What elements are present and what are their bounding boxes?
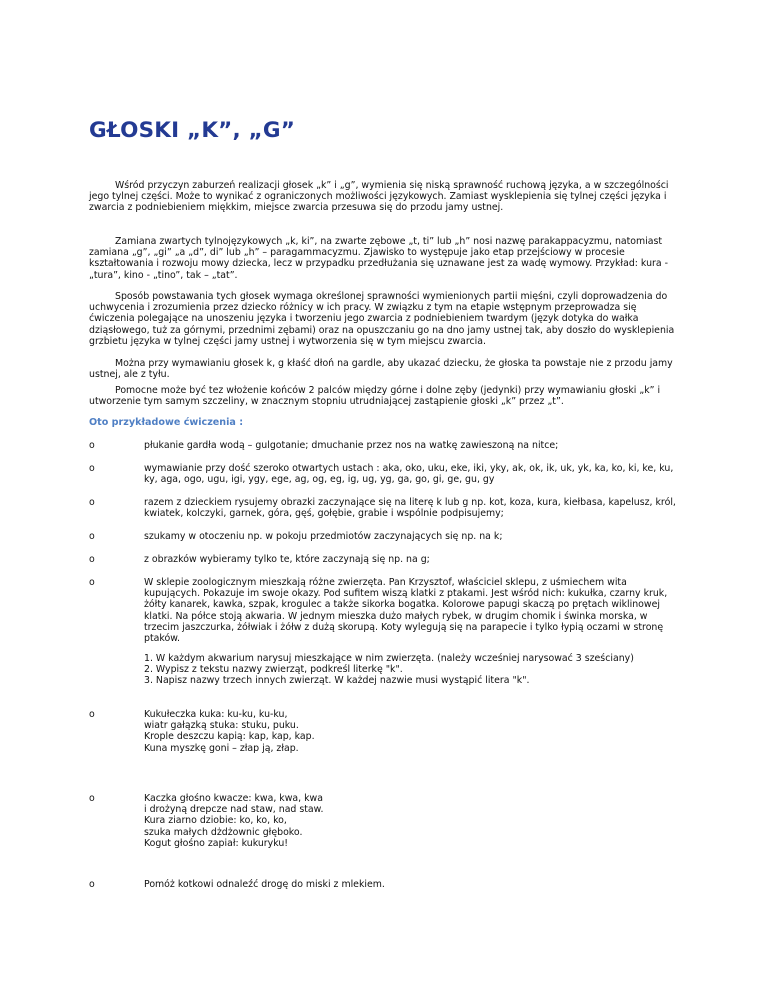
bullet-icon: o bbox=[89, 531, 95, 542]
task-item: 1. W każdym akwarium narysuj mieszkające w nim zwierzęta. (należy wcześniej narysować 3 sześciany) bbox=[144, 653, 634, 664]
exercise-text: szukamy w otoczeniu np. w pokoju przedmiotów zaczynających się np. na k; bbox=[144, 531, 503, 542]
task-item: 2. Wypisz z tekstu nazwy zwierząt, podkreśl literkę "k". bbox=[144, 664, 403, 676]
poem-line: Kaczka głośno kwacze: kwa, kwa, kwa bbox=[144, 793, 323, 804]
bullet-icon: o bbox=[89, 463, 95, 474]
task-list bbox=[144, 653, 684, 687]
exercises-heading: Oto przykładowe ćwiczenia : bbox=[89, 417, 244, 428]
bullet-icon: o bbox=[89, 440, 95, 451]
exercise-story: W sklepie zoologicznym mieszkają różne zwierzęta. Pan Krzysztof, właściciel sklepu, z uśmiechem wita kupujących. Pokazuje im swoje okazy. Pod sufitem wiszą klatki z ptakami. Jest wśród nich: kukułka, czarny kruk, żółty kanarek, kawka, szpak, krogulec a także sikorka bogatka. Kolorowe papugi skaczą po prętach wiklinowej klatki. Na półce stoją akwaria. W jednym mieszka dużo małych rybek, w drugim chomik i świnka morska, w trzecim jaszczurka, żółwiak i żółw z dużą skorupą. Koty wylegują się na parapecie i tylko łypią oczami w stronę ptaków. bbox=[144, 577, 668, 645]
bullet-icon: o bbox=[89, 497, 95, 508]
exercise-text: płukanie gardła wodą – gulgotanie; dmuchanie przez nos na watkę zawieszoną na nitce; bbox=[144, 440, 559, 451]
poem-line: Kura ziarno dziobie: ko, ko, ko, bbox=[144, 815, 287, 827]
task-item: 3. Napisz nazwy trzech innych zwierząt. W każdej nazwie musi wystąpić litera "k". bbox=[144, 675, 530, 687]
poem-kukuleczka bbox=[144, 709, 684, 754]
bullet-icon: o bbox=[89, 554, 95, 565]
paragraph-5: Pomocne może być tez włożenie końców 2 palców między górne i dolne zęby (jedynki) przy wymawianiu głoski „k” i utworzenie tym samym szczeliny, w znacznym stopniu utrudniającej zastąpienie głoski „k” przez „t”. bbox=[89, 385, 661, 408]
poem-line: Krople deszczu kapią: kap, kap, kap. bbox=[144, 731, 315, 743]
exercise-text: razem z dzieckiem rysujemy obrazki zaczynające się na literę k lub g np. kot, koza, kura, kiełbasa, kapelusz, król, kwiatek, kolczyki, garnek, góra, gęś, gołębie, grabie i wspólnie podpisujemy; bbox=[144, 497, 676, 520]
paragraph-1: Wśród przyczyn zaburzeń realizacji głosek „k” i „g”, wymienia się niską sprawność ruchową języka, a w szczególności jego tylnej części. Może to wynikać z ograniczonych możliwości językowych. Zamiast wysklepienia się tylnej części języka i zwarcia z podniebieniem miękkim, miejsce zwarcia przesuwa się do przodu jamy ustnej. bbox=[89, 180, 669, 214]
poem-line: Kukułeczka kuka: ku-ku, ku-ku, bbox=[144, 709, 288, 720]
poem-kaczka bbox=[144, 793, 684, 849]
exercise-text: Pomóż kotkowi odnaleźć drogę do miski z mlekiem. bbox=[144, 879, 385, 890]
paragraph-4: Można przy wymawianiu głosek k, g kłaść dłoń na gardle, aby ukazać dziecku, że głoska ta powstaje nie z przodu jamy ustnej, ale z tyłu. bbox=[89, 358, 673, 381]
poem-line: Kuna myszkę goni – złap ją, złap. bbox=[144, 742, 299, 754]
bullet-icon: o bbox=[89, 793, 95, 804]
paragraph-2: Zamiana zwartych tylnojęzykowych „k, ki”, na zwarte zębowe „t, ti” lub „h” nosi nazwę parakappacyzmu, natomiast zamiana „g”, „gi” „a „d”, di” lub „h” – paragammacyzmu. Zjawisko to występuje jako etap przejściowy w procesie kształtowania i rozwoju mowy dziecka, lecz w przypadku przedłużania się uznawane jest za wadę wymowy. Przykład: kura - „tura”, kino - „tino”, tak – „tat”. bbox=[89, 236, 668, 281]
poem-line: wiatr gałązką stuka: stuku, puku. bbox=[144, 720, 299, 732]
poem-line: szuka małych dżdżownic głęboko. bbox=[144, 826, 303, 838]
bullet-icon: o bbox=[89, 577, 95, 588]
page-title: GŁOSKI „K”, „G” bbox=[89, 118, 296, 143]
paragraph-3: Sposób powstawania tych głosek wymaga określonej sprawności wymienionych partii mięśni, czyli doprowadzenia do uchwycenia i zrozumienia przez dziecko różnicy w ich pracy. W związku z tym na etapie wstępnym przeprowadza się ćwiczenia polegające na unoszeniu języka i tworzeniu jego zwarcia z podniebieniem twardym (język dotyka do wałka dziąsłowego, tuż za górnymi, przednimi zębami) oraz na opuszczaniu go na dno jamy ustnej tak, aby doszło do wysklepienia grzbietu języka w tylnej części jamy ustnej i wytworzenia się w tym miejscu zwarcia. bbox=[89, 291, 675, 347]
exercise-text: wymawianie przy dość szeroko otwartych ustach : aka, oko, uku, eke, iki, yky, ak, ok, ik, uk, yk, ka, ko, ki, ke, ku, ky, aga, ogo, ugu, igi, ygy, ege, ag, og, eg, ig, ug, yg, ga, go, gi, ge, gu, gy bbox=[144, 463, 674, 486]
poem-line: Kogut głośno zapiał: kukuryku! bbox=[144, 837, 289, 849]
poem-line: i drożyną drepcze nad staw, nad staw. bbox=[144, 804, 324, 816]
exercise-text: z obrazków wybieramy tylko te, które zaczynają się np. na g; bbox=[144, 554, 430, 565]
bullet-icon: o bbox=[89, 879, 95, 890]
bullet-icon: o bbox=[89, 709, 95, 720]
